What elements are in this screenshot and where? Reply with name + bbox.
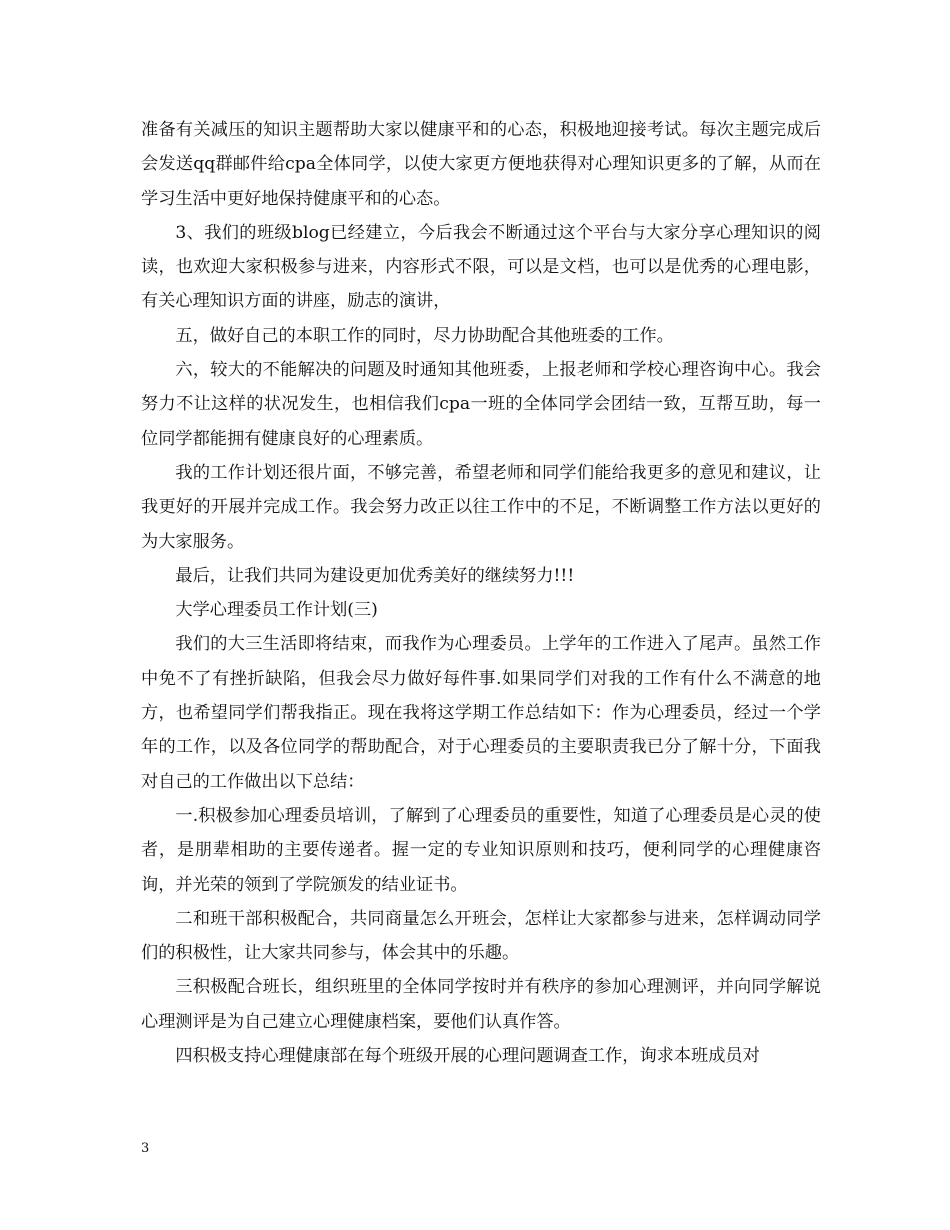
paragraph: 大学心理委员工作计划(三) <box>175 600 378 621</box>
paragraph: 五，做好自己的本职工作的同时，尽力协助配合其他班委的工作。 <box>175 325 674 346</box>
paragraph: 3、我们的班级blog已经建立，今后我会不断通过这个平台与大家分享心理知识的阅读，也欢迎大家积极参与进来，内容形式不限，可以是文档，也可以是优秀的心理电影，有关心理知识方面的讲座，励志的演讲， <box>141 222 821 312</box>
paragraph: 四积极支持心理健康部在每个班级开展的心理问题调查工作，询求本班成员对 <box>175 1046 760 1067</box>
paragraph: 我的工作计划还很片面，不够完善，希望老师和同学们能给我更多的意见和建议，让我更好的开展并完成工作。我会努力改正以往工作中的不足，不断调整工作方法以更好的为大家服务。 <box>141 462 821 552</box>
paragraph: 最后，让我们共同为建设更加优秀美好的继续努力!!! <box>175 565 575 586</box>
document-body <box>141 113 821 1073</box>
page-number: 3 <box>141 1141 150 1156</box>
paragraph: 准备有关减压的知识主题帮助大家以健康平和的心态，积极地迎接考试。每次主题完成后会发送qq群邮件给cpa全体同学，以使大家更方便地获得对心理知识更多的了解，从而在学习生活中更好地保持健康平和的心态。 <box>141 120 821 209</box>
paragraph: 二和班干部积极配合，共同商量怎么开班会，怎样让大家都参与进来，怎样调动同学们的积极性，让大家共同参与，体会其中的乐趣。 <box>141 908 821 964</box>
paragraph: 我们的大三生活即将结束，而我作为心理委员。上学年的工作进入了尾声。虽然工作中免不了有挫折缺陷，但我会尽力做好每件事.如果同学们对我的工作有什么不满意的地方，也希望同学们帮我指正。现在我将这学期工作总结如下：作为心理委员，经过一个学年的工作，以及各位同学的帮助配合，对于心理委员的主要职责我已分了解十分，下面我对自己的工作做出以下总结： <box>141 634 821 792</box>
paragraph: 六，较大的不能解决的问题及时通知其他班委，上报老师和学校心理咨询中心。我会努力不让这样的状况发生，也相信我们cpa一班的全体同学会团结一致，互帮互助，每一位同学都能拥有健康良好的心理素质。 <box>141 360 821 449</box>
paragraph: 三积极配合班长，组织班里的全体同学按时并有秩序的参加心理测评，并向同学解说心理测评是为自己建立心理健康档案，要他们认真作答。 <box>141 977 821 1032</box>
paragraph: 一.积极参加心理委员培训，了解到了心理委员的重要性，知道了心理委员是心灵的使者，是朋辈相助的主要传递者。握一定的专业知识原则和技巧，便利同学的心理健康咨询，并光荣的领到了学院颁发的结业证书。 <box>141 805 821 895</box>
